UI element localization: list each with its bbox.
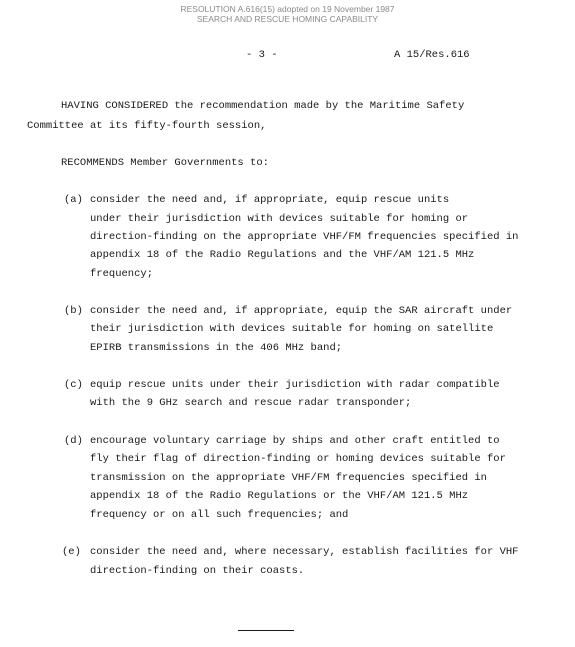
item-label-b: (b) [64,305,83,317]
preamble-line-2: Committee at its fifty-fourth session, [27,120,267,132]
banner-subtitle: SEARCH AND RESCUE HOMING CAPABILITY [196,14,379,24]
recommends-heading: RECOMMENDS Member Governments to: [61,157,269,169]
end-rule [238,630,294,631]
item-e-line-1: consider the need and, where necessary, establish facilities for VHF [90,546,519,558]
item-a-line-1: consider the need and, if appropriate, equip rescue units [90,194,450,206]
item-d-line-1: encourage voluntary carriage by ships and other craft entitled to [90,435,500,447]
item-d-line-3: transmission on the appropriate VHF/FM frequencies specified in [90,472,487,484]
item-label-a: (a) [64,194,83,206]
item-b-line-2: their jurisdiction with devices suitable for homing on satellite [90,323,494,335]
item-d-line-4: appendix 18 of the Radio Regulations or the VHF/AM 121.5 MHz [90,490,469,502]
item-c-line-2: with the 9 GHz search and rescue radar transponder; [90,397,412,409]
item-b-line-1: consider the need and, if appropriate, equip the SAR aircraft under [90,305,513,317]
item-a-line-3: direction-finding on the appropriate VHF/FM frequencies specified in [90,231,519,243]
item-e-line-2: direction-finding on their coasts. [90,565,305,577]
page-number: - 3 - [246,49,278,61]
resolution-banner [0,4,575,24]
banner-title: RESOLUTION A.616(15) adopted on 19 November 1987 [180,4,395,14]
item-d-line-2: fly their flag of direction-finding or homing devices suitable for [90,453,506,465]
item-a-line-2: under their jurisdiction with devices suitable for homing or [90,213,469,225]
item-label-d: (d) [64,435,83,447]
item-a-line-5: frequency; [90,268,154,280]
item-c-line-1: equip rescue units under their jurisdiction with radar compatible [90,379,500,391]
item-b-line-3: EPIRB transmissions in the 406 MHz band; [90,342,343,354]
preamble-line-1: HAVING CONSIDERED the recommendation made by the Maritime Safety [61,100,465,112]
item-d-line-5: frequency or on all such frequencies; and [90,509,349,521]
document-reference: A 15/Res.616 [394,49,470,61]
item-label-e: (e) [62,546,81,558]
item-a-line-4: appendix 18 of the Radio Regulations and the VHF/AM 121.5 MHz [90,249,475,261]
item-label-c: (c) [64,379,83,391]
